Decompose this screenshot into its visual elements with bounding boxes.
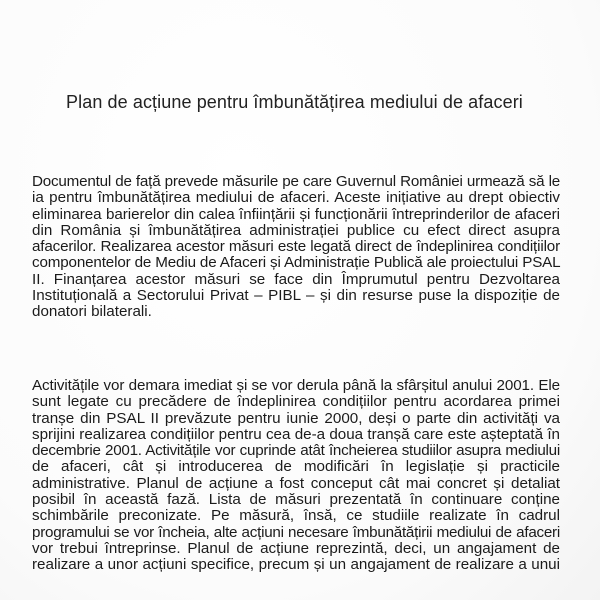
text-line: ia pentru îmbunătățirea mediului de afaceri. Aceste inițiative au drept obiectiv [32, 189, 560, 207]
text-line: Documentul de față prevede măsurile pe care Guvernul României urmează să le [32, 173, 560, 190]
text-line: Activitățile vor demara imediat și se vor derula până la sfârșitul anului 2001. Ele [32, 377, 560, 394]
text-line: vor trebui întreprinse. Planul de acțiune reprezintă, deci, un angajament de [32, 539, 560, 557]
paragraph-activities [32, 378, 560, 574]
text-line: tranșe din PSAL II prevăzute pentru iunie 2000, deși o parte din activități va [32, 409, 560, 427]
document-title: Plan de acțiune pentru îmbunătățirea mediului de afaceri [66, 92, 523, 112]
text-line: eliminarea barierelor din calea înființării și funcționării întreprinderilor de afaceri [32, 205, 560, 223]
text-line: afacerilor. Realizarea acestor măsuri este legată direct de îndeplinirea condițiilor [32, 238, 560, 256]
text-line: II. Finanțarea acestor măsuri se face din Împrumutul pentru Dezvoltarea [32, 270, 560, 288]
text-line: administrative. Planul de acțiune a fost conceput cât mai concret și detaliat [32, 474, 560, 492]
text-line: de afaceri, cât și introducerea de modificări în legislație și practicile [32, 458, 560, 476]
text-line: decembrie 2001. Activitățile vor cuprinde atât încheierea studiilor asupra mediului [32, 442, 560, 460]
text-line: Instituțională a Sectorului Privat – PIBL – și din resurse puse la dispoziție de [32, 287, 560, 305]
text-line: schimbările preconizate. Pe măsură, însă, ce studiile realizate în cadrul [32, 507, 560, 525]
text-line: sunt legate cu precădere de îndeplinirea condițiilor pentru acordarea primei [32, 393, 560, 411]
text-line: sprijini realizarea condițiilor pentru cea de-a doua tranșă care este așteptată în [32, 425, 560, 443]
text-line: componentelor de Mediu de Afaceri și Administrație Publică ale proiectului PSAL [32, 254, 561, 272]
text-line: programului se vor încheia, alte acțiuni necesare îmbunătățirii mediului de afaceri [32, 523, 560, 541]
text-line: din România și îmbunătățirea administrației publice cu efect direct asupra [32, 221, 560, 239]
text-line: donatori bilaterali. [32, 303, 152, 321]
text-line: realizare a unor acțiuni specifice, precum și un angajament de realizare a unui [32, 556, 560, 574]
text-line: posibil în această fază. Lista de măsuri prezentată în continuare conține [32, 491, 560, 509]
paragraph-intro [32, 174, 560, 321]
